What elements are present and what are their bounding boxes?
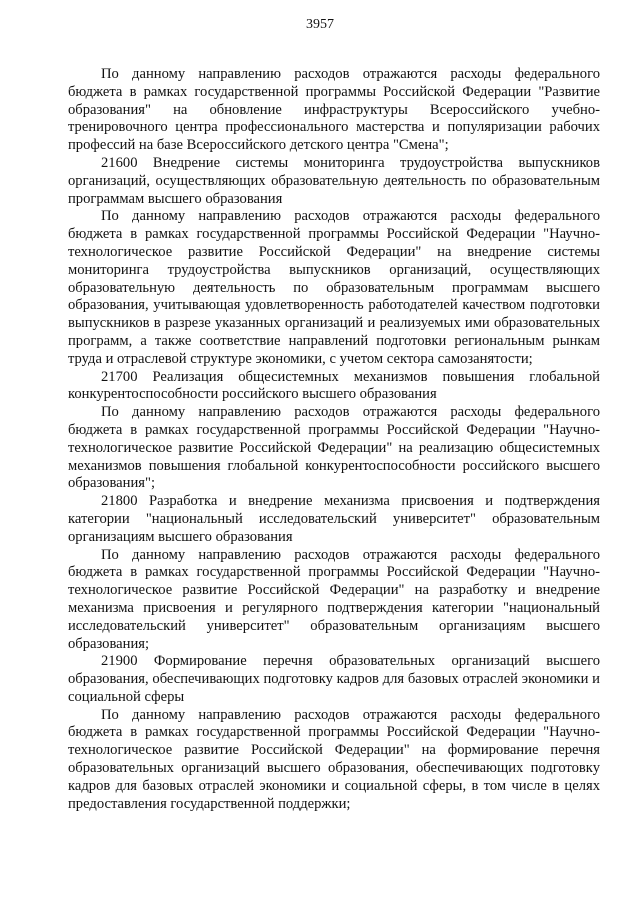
paragraph-smena-infrastructure: По данному направлению расходов отражаются расходы федерального бюджета в рамках государственной программы Российской Федерации "Развитие образования" на обновление инфраструктуры Всероссийского учебно-тренировочного центра профессионального мастерства и популяризации рабочих профессий на базе Всероссийского детского центра "Смена";: [68, 66, 600, 154]
page-number: 3957: [306, 17, 334, 32]
paragraph-21700-description: По данному направлению расходов отражаются расходы федерального бюджета в рамках государственной программы Российской Федерации "Научно-технологическое развитие Российской Федерации" на реализацию общесистемных механизмов повышения глобальной конкурентоспособности российского высшего образования";: [68, 404, 600, 492]
paragraph-21600-description: По данному направлению расходов отражаются расходы федерального бюджета в рамках государственной программы Российской Федерации "Научно-технологическое развитие Российской Федерации" на внедрение системы мониторинга трудоустройства выпускников организаций, осуществляющих образовательную деятельность по образовательным программам высшего образования, учитывающая удовлетворенность работодателей качеством подготовки выпускников в разрезе указанных организаций и реализуемых ими образовательных программ, а также соответствие направлений подготовки региональным рынкам труда и отраслевой структуре экономики, с учетом сектора самозанятости;: [68, 208, 600, 367]
paragraph-21800-description: По данному направлению расходов отражаются расходы федерального бюджета в рамках государственной программы Российской Федерации "Научно-технологическое развитие Российской Федерации" на разработку и внедрение механизма присвоения и регулярного подтверждения категории "национальный исследовательский университет" образовательным организациям высшего образования;: [68, 546, 600, 652]
paragraph-21900-description: По данному направлению расходов отражаются расходы федерального бюджета в рамках государственной программы Российской Федерации "Научно-технологическое развитие Российской Федерации" на формирование перечня образовательных организаций высшего образования, обеспечивающих подготовку кадров для базовых отраслей экономики и социальной сферы, в том числе в целях предоставления государственной поддержки;: [68, 706, 600, 812]
heading-21900: 21900 Формирование перечня образовательных организаций высшего образования, обеспечивающих подготовку кадров для базовых отраслей экономики и социальной сферы: [68, 653, 600, 705]
document-body: [68, 66, 600, 813]
heading-21700: 21700 Реализация общесистемных механизмов повышения глобальной конкурентоспособности российского высшего образования: [68, 368, 600, 403]
heading-21600: 21600 Внедрение системы мониторинга трудоустройства выпускников организаций, осуществляющих образовательную деятельность по образовательным программам высшего образования: [68, 154, 600, 207]
heading-21800: 21800 Разработка и внедрение механизма присвоения и подтверждения категории "национальный исследовательский университет" образовательным организациям высшего образования: [68, 493, 600, 545]
